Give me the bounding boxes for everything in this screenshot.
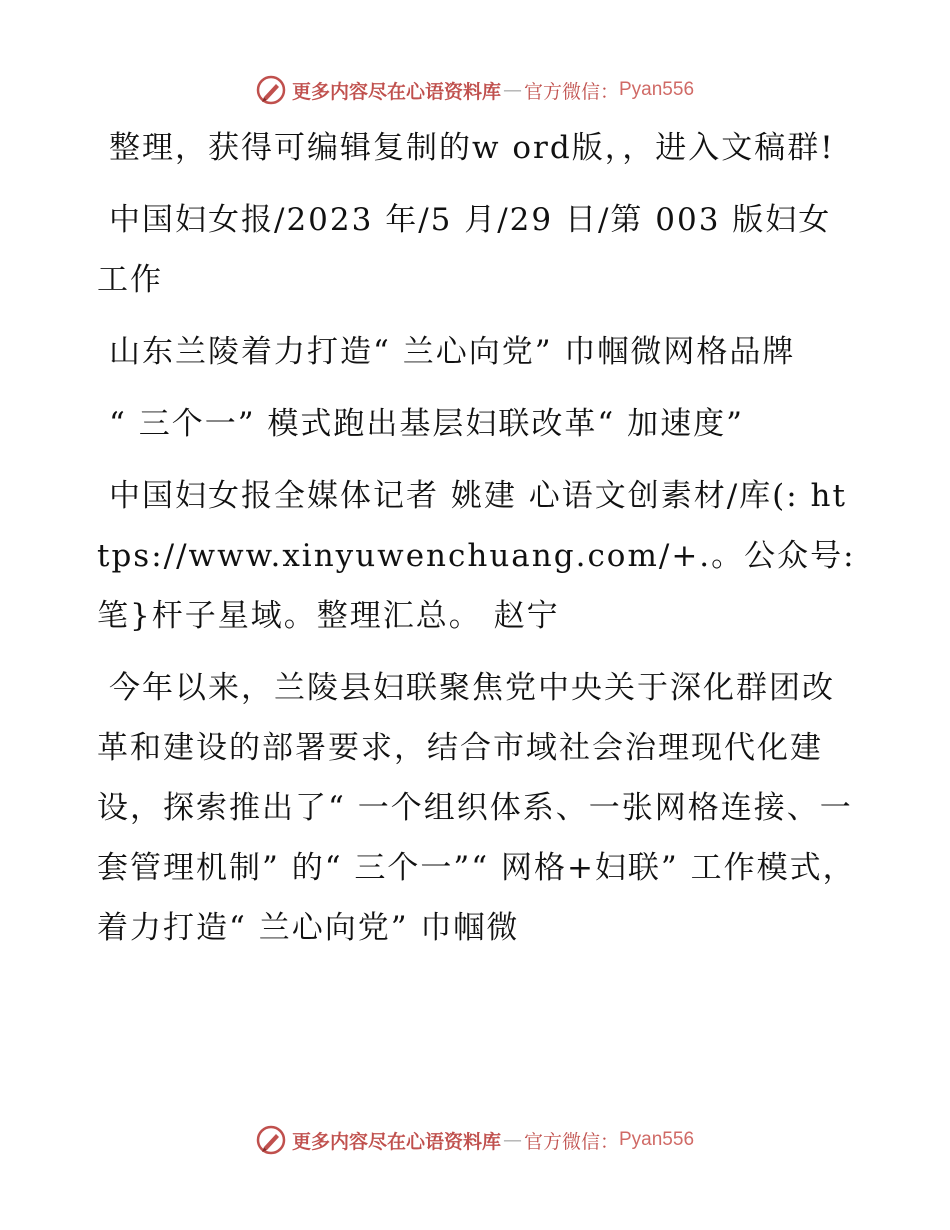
watermark-separator: — <box>502 1129 522 1151</box>
watermark-separator: — <box>502 79 522 101</box>
watermark-brand: 更多内容尽在心语资料库 <box>291 1130 501 1153</box>
paragraph-headline: 山东兰陵着力打造“ 兰心向党” 巾帼微网格品牌 <box>109 334 796 370</box>
watermark-account: Pyan556 <box>619 79 695 100</box>
watermark-account: Pyan556 <box>619 1129 695 1150</box>
watermark-brand: 更多内容尽在心语资料库 <box>291 80 501 103</box>
watermark-label: 官方微信： <box>523 1130 619 1153</box>
paragraph-byline: 中国妇女报全媒体记者 姚建 心语文创素材/库(: https://www.xinyuwenchuang.com/+.。公众号: 笔}杆子星域。整理汇总。 赵宁 <box>97 478 856 634</box>
pen-logo-icon <box>256 75 286 105</box>
footer-watermark <box>0 1120 950 1160</box>
paragraph-body: 今年以来，兰陵县妇联聚焦党中央关于深化群团改革和建设的部署要求，结合市域社会治理现代化建设，探索推出了“ 一个组织体系、一张网格连接、一套管理机制” 的“ 三个一”“ 网格+妇联” 工作模式，着力打造“ 兰心向党” 巾帼微 <box>97 670 856 946</box>
paragraph-intro: 整理，获得可编辑复制的w ord版，，进入文稿群! <box>109 130 835 166</box>
header-watermark <box>0 70 950 110</box>
pen-logo-icon <box>256 1125 286 1155</box>
paragraph-subheadline: “ 三个一” 模式跑出基层妇联改革“ 加速度” <box>109 406 744 442</box>
paragraph-source: 中国妇女报/2023 年/5 月/29 日/第 003 版妇女工作 <box>97 202 832 298</box>
document-body <box>97 118 857 970</box>
watermark-label: 官方微信： <box>523 80 619 103</box>
